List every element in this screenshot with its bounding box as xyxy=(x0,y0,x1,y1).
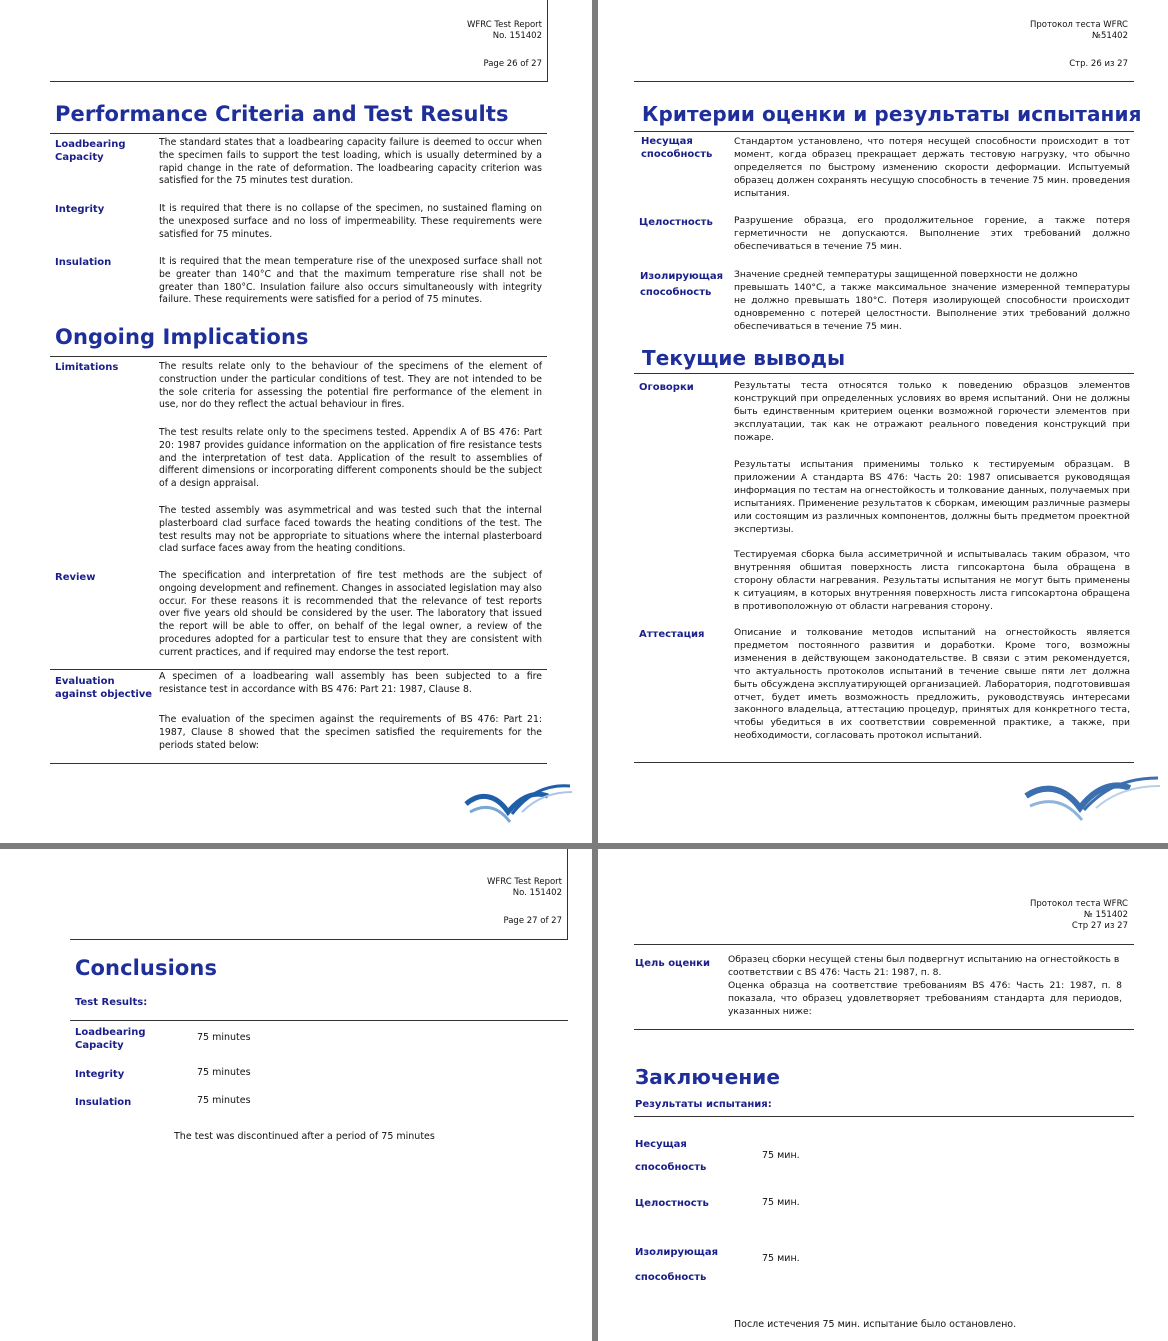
text-limitations-1: Результаты теста относятся только к поведению образцов элементов конструкций при определенных условиях во время испытаний. Они не должны быть единственным критерием оценки возможной горючести элементов при эксплуатации, так как не отражают реального поведения конструкций при пожаре. xyxy=(734,380,1130,443)
page-header xyxy=(400,877,562,927)
wfrc-logo xyxy=(1022,774,1162,826)
text-insulation: It is required that the mean temperature rise of the unexposed surface shall not be greater than 140°C and that the maximum temperature rise shall not be greater than 180°C. Insulation failure also occurs simultaneously with integrity failure. These requirements were satisfied for a period of 75 minutes. xyxy=(159,256,542,306)
result-label-loadbearing: Loadbearing Capacity xyxy=(75,1027,146,1051)
footer-rule xyxy=(634,762,1134,763)
text-integrity: It is required that there is no collapse of the specimen, no sustained flaming on the unexposed surface and no loss of impermeability. These requirements were satisfied for 75 minutes. xyxy=(159,203,542,240)
label-loadbearing: Loadbearing Capacity xyxy=(55,139,126,163)
text-integrity: Разрушение образца, его продолжительное горение, а также потеря герметичности не допускаются. Выполнение этих требований должно обеспечиваться в течение 75 мин. xyxy=(734,215,1130,252)
test-results-heading: Test Results: xyxy=(75,997,148,1008)
text-evaluation-2: Оценка образца на соответствие требованиям BS 476: Часть 21: 1987, п. 8 показала, что образец удовлетворяет требованиям стандарта для периодов, указанных ниже: xyxy=(728,980,1122,1017)
result-value-integrity: 75 minutes xyxy=(197,1067,251,1078)
footer-rule xyxy=(50,763,547,764)
section-rule xyxy=(50,356,547,357)
page-russian-26 xyxy=(598,0,1168,843)
result-value-loadbearing: 75 minutes xyxy=(197,1032,251,1043)
text-limitations-3: Тестируемая сборка была ассиметричной и испытывалась таким образом, что внутренняя обшитая поверхность листа гипсокартона была обращена в сторону области нагревания. Результаты испытания не могут быть применены к ситуациям, в которых внутренняя поверхность листа гипсокартона обращена в противоположную от области нагревания сторону. xyxy=(734,549,1130,612)
report-number: №51402 xyxy=(1092,31,1128,41)
section-rule xyxy=(70,1020,568,1021)
label-evaluation: Evaluation against objective xyxy=(55,676,153,700)
section-rule xyxy=(50,133,547,134)
result-label-insulation: Insulation xyxy=(75,1097,132,1108)
report-title: WFRC Test Report xyxy=(486,877,562,887)
report-title: Протокол теста WFRC xyxy=(1029,899,1128,909)
header-rule xyxy=(70,939,568,940)
header-rule-vertical xyxy=(567,849,568,940)
page-number: Стр 27 из 27 xyxy=(1071,921,1128,931)
page-number: Page 27 of 27 xyxy=(503,916,562,926)
text-insulation-first-line: Значение средней температуры защищенной поверхности не должно xyxy=(734,269,1078,280)
result-value-insulation: 75 мин. xyxy=(762,1253,800,1264)
label-review: Review xyxy=(55,572,96,583)
label-limitations: Оговорки xyxy=(639,382,694,393)
text-evaluation-2: The evaluation of the specimen against the requirements of BS 476: Part 21: 1987, Clause 8 showed that the specimen satisfied the requirements for the periods stated below: xyxy=(159,714,542,751)
section-title-performance: Критерии оценки и результаты испытания xyxy=(642,102,1142,126)
header-rule xyxy=(50,81,547,82)
page-number: Page 26 of 27 xyxy=(483,59,542,69)
result-label-loadbearing: Несущая способность xyxy=(635,1139,707,1173)
section-title-conclusions: Conclusions xyxy=(75,956,218,980)
report-title: WFRC Test Report xyxy=(466,20,542,30)
test-note: После истечения 75 мин. испытание было остановлено. xyxy=(734,1319,1017,1330)
label-integrity: Integrity xyxy=(55,204,105,215)
text-loadbearing: Стандартом установлено, что потеря несущей способности происходит в тот момент, когда образец прекращает держать тестовую нагрузку, что обычно определяется по быстрому изменению скорости деформации. Испытуемый образец должен сохранять несущую способность в течение 75 мин. проведения испытания. xyxy=(734,136,1130,199)
test-note: The test was discontinued after a period of 75 minutes xyxy=(174,1131,435,1142)
header-rule-vertical xyxy=(547,0,548,82)
section-rule xyxy=(634,1029,1134,1030)
text-insulation: превышать 140°C, а также максимальное значение измеренной температуры не должно превышать 180°C. Потеря изолирующей способности происходит одновременно с потерей целостности. Выполнение этих требований должно обеспечиваться в течение 75 мин. xyxy=(734,282,1130,332)
page-number: Стр. 26 из 27 xyxy=(1069,59,1128,69)
header-rule xyxy=(634,81,1134,82)
text-review: Описание и толкование методов испытаний на огнестойкость является предметом постоянного развития и доработки. Кроме того, возможны изменения в действующем законодательстве. В связи с этим рекомендуется, что актуальность протоколов испытаний в течение свыше пяти лет должна быть обсуждена эксплуатирующей организацией. Лаборатория, подготовившая отчет, будет иметь возможность предложить, руководствуясь интересами законного владельца, аттестацию процедур, принятых для конкретного теста, чтобы убедиться в их соответствии современной практике, а также, при необходимости, согласовать протокол испытаний. xyxy=(734,627,1130,742)
page-header xyxy=(968,899,1128,932)
label-review: Аттестация xyxy=(639,629,705,640)
text-loadbearing: The standard states that a loadbearing capacity failure is deemed to occur when the specimen fails to support the test loading, which is usually determined by a rapid change in the rate of deformation. The loadbearing capacity criterion was satisfied for the 75 minutes test duration. xyxy=(159,137,542,187)
label-limitations: Limitations xyxy=(55,362,119,373)
label-integrity: Целостность xyxy=(639,217,713,228)
header-rule xyxy=(634,944,1134,945)
text-limitations-2: Результаты испытания применимы только к тестируемым образцам. В приложении А стандарта BS 476: Часть 20: 1987 описывается руководящая информация по тестам на огнестойкость и толкование данных, получаемых при испытаниях. Применение результатов к сборкам, имеющим различные размеры или состоящим из различных компонентов, должны быть предметом проектной экспертизы. xyxy=(734,459,1130,535)
label-evaluation: Цель оценки xyxy=(635,958,710,969)
text-evaluation-1: A specimen of a loadbearing wall assembly has been subjected to a fire resistance test in accordance with BS 476: Part 21: 1987, Clause 8. xyxy=(159,671,542,695)
section-title-conclusions: Заключение xyxy=(635,1065,781,1089)
section-rule xyxy=(634,1116,1134,1117)
result-label-integrity: Integrity xyxy=(75,1069,125,1080)
result-label-insulation: Изолирующая способность xyxy=(635,1247,719,1283)
wfrc-logo xyxy=(462,782,574,828)
label-insulation: Изолирующая способность xyxy=(640,271,724,298)
report-number: No. 151402 xyxy=(492,31,542,41)
section-title-performance: Performance Criteria and Test Results xyxy=(55,102,509,126)
page-russian-27 xyxy=(598,849,1168,1341)
text-review: The specification and interpretation of fire test methods are the subject of ongoing development and refinement. Changes in associated legislation may also occur. For these reasons it is recommended that the relevance of test reports over five years old should be considered by the user. The laboratory that issued the report will be able to offer, on behalf of the legal owner, a review of the procedures adopted for a particular test to ensure that they are consistent with current practices, and if required may endorse the test report. xyxy=(159,570,542,658)
section-rule xyxy=(634,131,1134,132)
result-value-integrity: 75 мин. xyxy=(762,1197,800,1208)
section-title-implications: Ongoing Implications xyxy=(55,325,309,349)
section-rule xyxy=(50,669,547,670)
section-title-implications: Текущие выводы xyxy=(642,346,846,370)
test-results-heading: Результаты испытания: xyxy=(635,1099,772,1110)
label-loadbearing: Несущая способность xyxy=(641,136,713,160)
page-english-26 xyxy=(0,0,592,843)
label-insulation: Insulation xyxy=(55,257,112,268)
page-header xyxy=(380,20,542,70)
page-english-27 xyxy=(0,849,592,1341)
page-header xyxy=(968,20,1128,70)
text-evaluation-1: Образец сборки несущей стены был подвергнут испытанию на огнестойкость в соответствии с BS 476: Часть 21: 1987, п. 8. xyxy=(728,954,1120,978)
result-value-loadbearing: 75 мин. xyxy=(762,1150,800,1161)
report-number: № 151402 xyxy=(1084,910,1128,920)
section-rule xyxy=(634,373,1134,374)
text-limitations-1: The results relate only to the behaviour of the specimens of the element of construction under the particular conditions of test. They are not intended to be the sole criteria for assessing the potential fire performance of the element in use, nor do they reflect the actual behaviour in fires. xyxy=(159,361,542,411)
report-number: No. 151402 xyxy=(512,888,562,898)
text-limitations-3: The tested assembly was asymmetrical and was tested such that the internal plasterboard clad surface faced towards the heating conditions of the test. The test results may not be appropriate to situations where the internal plasterboard clad surface faces away from the heating conditions. xyxy=(159,505,542,555)
result-label-integrity: Целостность xyxy=(635,1198,709,1209)
result-value-insulation: 75 minutes xyxy=(197,1095,251,1106)
text-limitations-2: The test results relate only to the specimens tested. Appendix A of BS 476: Part 20: 1987 provides guidance information on the application of fire resistance tests and the interpretation of test data. Application of the result to assemblies of different dimensions or incorporating different components should be the subject of a design appraisal. xyxy=(159,427,542,490)
report-title: Протокол теста WFRC xyxy=(1029,20,1128,30)
